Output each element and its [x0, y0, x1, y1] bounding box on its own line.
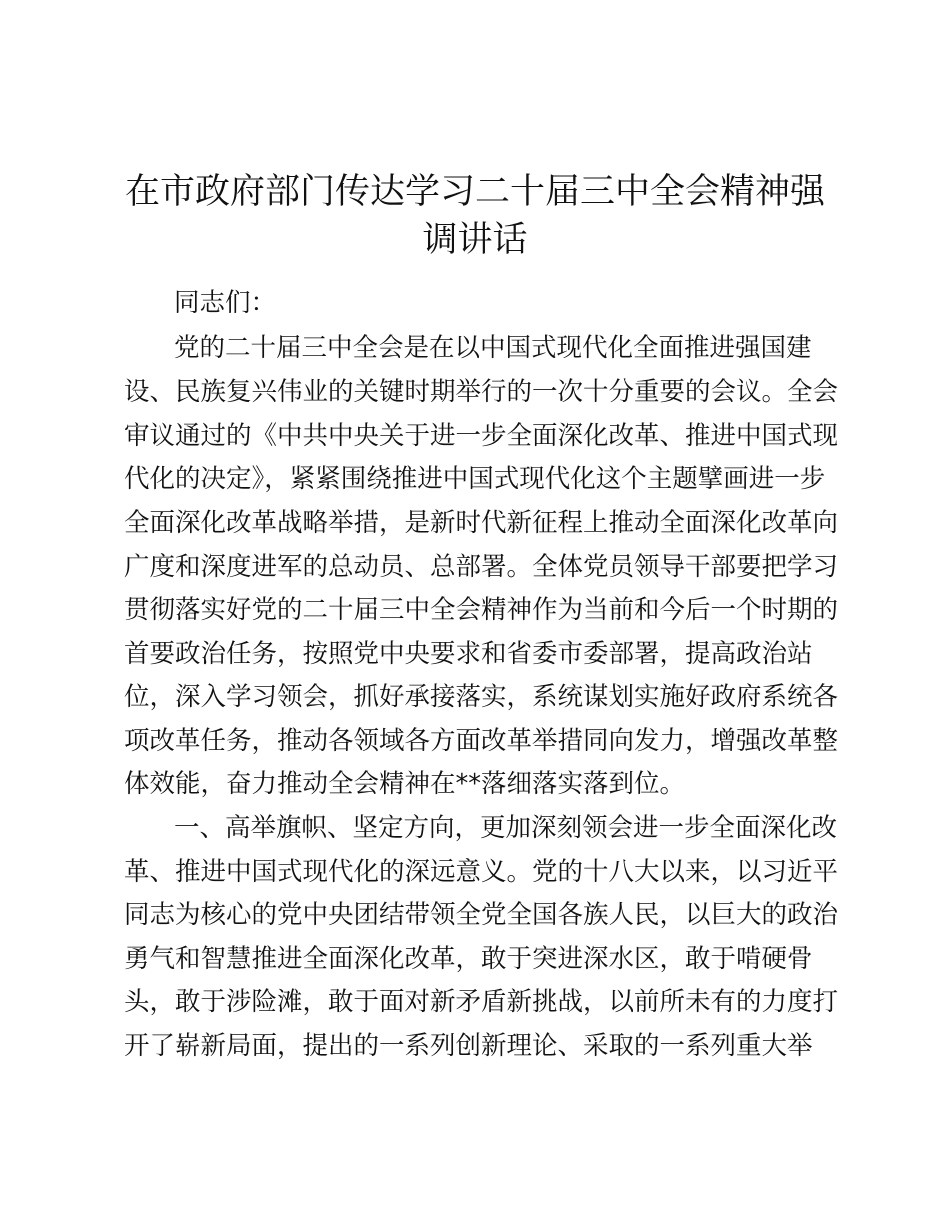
paragraph-1-line: 项改革任务，推动各领域各方面改革举措同向发力，增强改革整: [124, 726, 839, 756]
paragraph-2-line: 革、推进中国式现代化的深远意义。党的十八大以来，以习近平: [124, 857, 839, 887]
paragraph-1-line: 贯彻落实好党的二十届三中全会精神作为当前和今后一个时期的: [124, 595, 839, 625]
title-line-2: 调讲话: [422, 220, 528, 260]
paragraph-1-line: 设、民族复兴伟业的关键时期举行的一次十分重要的会议。全会: [124, 377, 839, 407]
paragraph-1-line: 代化的决定》，紧紧围绕推进中国式现代化这个主题擘画进一步: [124, 464, 826, 494]
title-line-1: 在市政府部门传达学习二十届三中全会精神强: [124, 172, 825, 212]
document-title: [120, 168, 830, 264]
paragraph-1-line: 审议通过的《中共中央关于进一步全面深化改革、推进中国式现: [124, 421, 839, 451]
paragraph-2-line: 一、高举旗帜、坚定方向，更加深刻领会进一步全面深化改: [174, 813, 838, 843]
paragraph-2-line: 勇气和智慧推进全面深化改革，敢于突进深水区，敢于啃硬骨: [124, 944, 813, 974]
paragraph-1-line: 位，深入学习领会，抓好承接落实，系统谋划实施好政府系统各: [124, 682, 839, 712]
paragraph-2-line: 头，敢于涉险滩，敢于面对新矛盾新挑战，以前所未有的力度打: [124, 987, 839, 1017]
salutation: 同志们：: [174, 288, 277, 318]
paragraph-1-line: 广度和深度进军的总动员、总部署。全体党员领导干部要把学习: [124, 552, 839, 582]
paragraph-1-line: 党的二十届三中全会是在以中国式现代化全面推进强国建: [174, 333, 812, 363]
paragraph-2-line: 同志为核心的党中央团结带领全党全国各族人民，以巨大的政治: [124, 900, 839, 930]
paragraph-2-line: 开了崭新局面，提出的一系列创新理论、采取的一系列重大举: [124, 1031, 813, 1061]
paragraph-1-line: 首要政治任务，按照党中央要求和省委市委部署，提高政治站: [124, 639, 813, 669]
paragraph-1-line: 全面深化改革战略举措，是新时代新征程上推动全面深化改革向: [124, 508, 839, 538]
paragraph-1-line: 体效能，奋力推动全会精神在**落细落实落到位。: [124, 769, 686, 799]
